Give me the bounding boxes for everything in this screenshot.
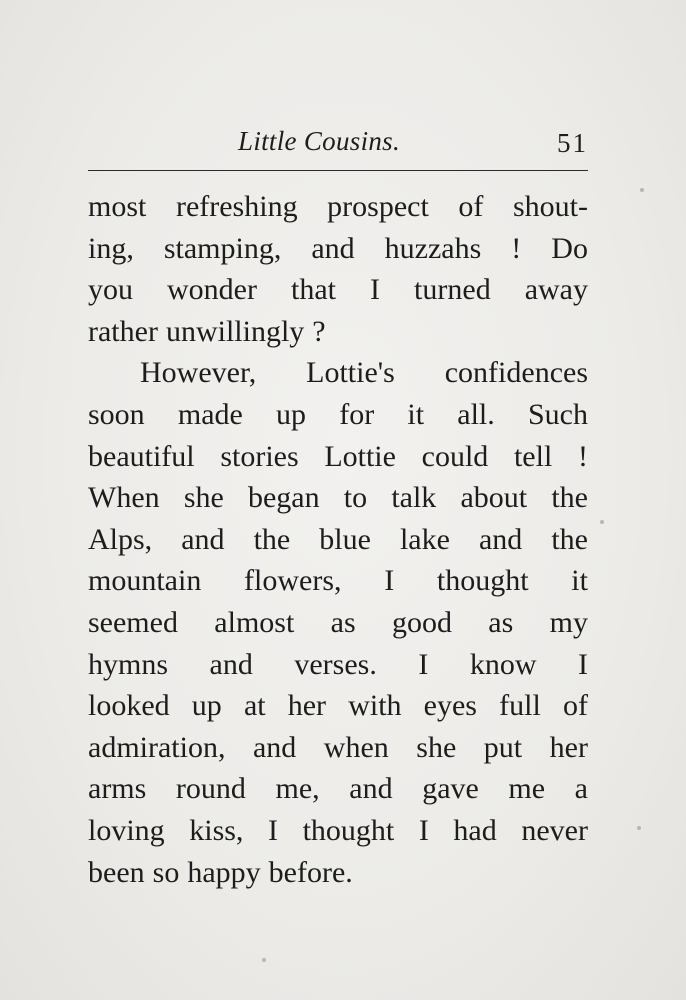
word: never xyxy=(521,813,588,847)
word: wonder xyxy=(167,273,257,307)
word: for xyxy=(339,397,375,431)
word: beautiful xyxy=(88,439,195,473)
word: blue xyxy=(319,522,371,556)
word: shout- xyxy=(513,190,588,223)
word: thought xyxy=(436,564,529,598)
text-line xyxy=(88,644,588,686)
word: seemed xyxy=(88,605,178,639)
word: and xyxy=(181,522,225,556)
text-line xyxy=(88,519,588,561)
paper-speck xyxy=(640,188,644,192)
text-line xyxy=(88,810,588,852)
text-line xyxy=(88,352,588,394)
word: unwillingly xyxy=(165,314,305,348)
word: I xyxy=(418,647,429,681)
word: up xyxy=(191,689,222,723)
word: know xyxy=(469,647,537,681)
word: admiration, xyxy=(88,730,226,764)
word: flowers, xyxy=(244,564,342,598)
word: it xyxy=(407,397,425,431)
word: mountain xyxy=(88,564,202,598)
paper-speck xyxy=(600,520,604,524)
paper-speck xyxy=(637,826,641,830)
word: began xyxy=(247,481,320,515)
word: almost xyxy=(214,605,295,639)
word: made xyxy=(177,397,243,431)
word: ? xyxy=(312,314,326,348)
word: the xyxy=(551,481,588,515)
word: so xyxy=(152,855,180,889)
word: ! xyxy=(511,231,522,265)
word: full xyxy=(499,689,541,723)
page-header xyxy=(88,118,588,162)
word: lake xyxy=(399,522,450,556)
word: and xyxy=(209,647,253,681)
text-line xyxy=(88,685,588,727)
text-line xyxy=(88,228,588,270)
word: of xyxy=(458,190,484,223)
word: Lottie xyxy=(324,439,396,473)
word: it xyxy=(571,564,588,598)
word: and xyxy=(478,522,523,556)
word: good xyxy=(391,605,452,639)
word: when xyxy=(323,730,389,764)
word: kiss, xyxy=(189,813,244,847)
word: confidences xyxy=(444,356,588,390)
text-line xyxy=(88,768,588,810)
word: refreshing xyxy=(175,190,298,223)
word: her xyxy=(287,689,327,723)
text-line xyxy=(88,311,588,353)
word: the xyxy=(253,522,291,556)
text-line xyxy=(88,560,588,602)
word: Lottie's xyxy=(306,356,395,390)
word: When xyxy=(88,481,160,515)
word: my xyxy=(549,605,588,639)
page-number: 51 xyxy=(557,128,588,158)
word: at xyxy=(243,689,266,723)
word: loving xyxy=(88,813,165,847)
word: stamping, xyxy=(163,231,282,265)
word: Do xyxy=(551,231,588,265)
word: ing, xyxy=(88,231,134,265)
word: and xyxy=(349,772,393,806)
word: turned xyxy=(414,273,491,307)
word: looked xyxy=(88,689,170,723)
word: could xyxy=(421,439,489,473)
word: me, xyxy=(275,772,320,806)
word: of xyxy=(562,689,588,723)
word: all. xyxy=(457,397,495,431)
text-line xyxy=(88,436,588,478)
word: I xyxy=(268,813,279,847)
word: tell xyxy=(513,439,553,473)
word: she xyxy=(183,481,224,515)
word: Such xyxy=(527,397,588,431)
word: stories xyxy=(220,439,299,473)
word: I xyxy=(384,564,395,598)
word: and xyxy=(311,231,355,265)
word: the xyxy=(551,522,588,556)
text-line xyxy=(88,477,588,519)
text-line xyxy=(88,186,588,228)
word: with xyxy=(348,689,402,723)
word: Alps, xyxy=(88,522,153,556)
word: her xyxy=(549,730,588,764)
text-line xyxy=(88,394,588,436)
header-rule xyxy=(88,170,588,171)
word: rather xyxy=(88,314,158,348)
word: I xyxy=(370,273,381,307)
word: I xyxy=(418,813,429,847)
word: about xyxy=(460,481,528,515)
word: happy xyxy=(187,855,261,889)
word: that xyxy=(291,273,337,307)
word: been xyxy=(88,855,145,889)
text-line xyxy=(88,602,588,644)
word: away xyxy=(524,273,588,307)
word: a xyxy=(574,772,588,806)
text-line xyxy=(88,269,588,311)
word: hymns xyxy=(88,647,169,681)
word: gave xyxy=(422,772,479,806)
word: up xyxy=(276,397,307,431)
word: ! xyxy=(577,439,588,473)
word: put xyxy=(483,730,523,764)
word: most xyxy=(88,190,147,223)
word: and xyxy=(252,730,297,764)
word: as xyxy=(330,605,356,639)
word: round xyxy=(175,772,246,806)
word: thought xyxy=(302,813,395,847)
word: I xyxy=(578,647,588,681)
word: me xyxy=(508,772,546,806)
word: to xyxy=(343,481,368,515)
word: arms xyxy=(88,772,147,806)
word: verses. xyxy=(294,647,377,681)
word: she xyxy=(416,730,457,764)
word: had xyxy=(453,813,497,847)
text-line xyxy=(88,852,588,894)
body-text xyxy=(88,186,588,893)
text-line xyxy=(88,727,588,769)
word: you xyxy=(88,273,133,307)
word: prospect xyxy=(327,190,429,223)
word: talk xyxy=(391,481,437,515)
word: before. xyxy=(268,855,353,889)
word: huzzahs xyxy=(384,231,482,265)
paper-speck xyxy=(262,958,266,962)
word: eyes xyxy=(423,689,477,723)
running-title: Little Cousins. xyxy=(238,126,401,156)
word: However, xyxy=(140,356,257,390)
word: as xyxy=(488,605,514,639)
word: soon xyxy=(88,397,145,431)
